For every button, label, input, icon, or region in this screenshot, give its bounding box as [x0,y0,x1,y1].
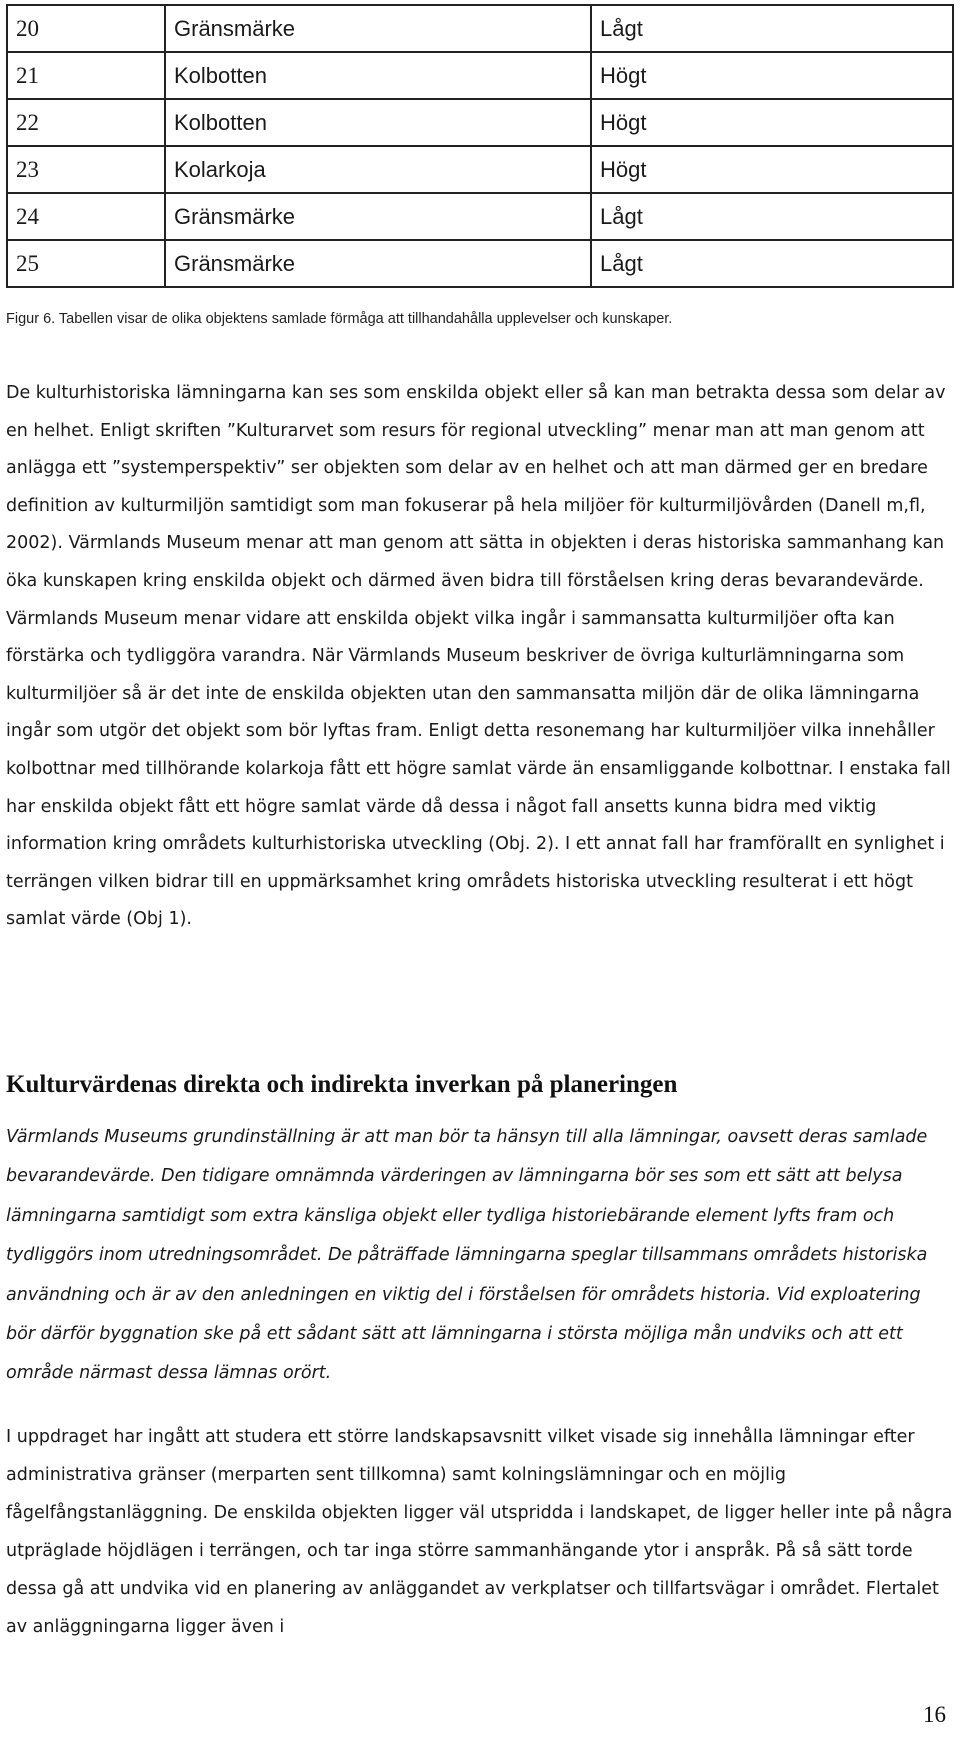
object-value: Högt [591,99,953,146]
table-row [7,146,953,193]
object-number: 25 [7,240,165,287]
object-type: Kolarkoja [165,146,591,193]
table-row [7,193,953,240]
object-type: Kolbotten [165,52,591,99]
body-paragraph: I uppdraget har ingått att studera ett större landskapsavsnitt vilket visade sig innehålla lämningar efter administrativa gränser (merparten sent tillkomna) samt kolningslämningar och en möjlig fågelfångstanläggning. De enskilda objekten ligger väl utspridda i landskapet, de ligger heller inte på några utpräglade höjdlägen i terrängen, och tar inga större sammanhängande ytor i anspråk. På så sätt torde dessa gå att undvika vid en planering av anläggandet av verkplatser och tillfartsvägar i området. Flertalet av anläggningarna ligger även i [6,1427,953,1637]
object-value: Lågt [591,5,953,52]
object-type: Gränsmärke [165,193,591,240]
object-number: 20 [7,5,165,52]
table-row [7,52,953,99]
object-value: Högt [591,146,953,193]
object-value: Lågt [591,193,953,240]
object-type: Gränsmärke [165,240,591,287]
object-number: 21 [7,52,165,99]
object-number: 24 [7,193,165,240]
table-row [7,5,953,52]
object-number: 23 [7,146,165,193]
italic-paragraph: Värmlands Museums grundinställning är att man bör ta hänsyn till alla lämningar, oavsett deras samlade bevarandevärde. Den tidigare omnämnda värderingen av lämningarna bör ses som ett sätt att belysa lämningarna samtidigt som extra känsliga objekt eller tydliga historiebärande element lyfts fram och tydliggörs inom utredningsområdet. De påträffade lämningarna speglar tillsammans områdets historiska användning och är av den anledningen en viktig del i förståelsen för områdets historia. Vid exploatering bör därför byggnation ske på ett sådant sätt att lämningarna i största möjliga mån undviks och att ett område närmast dessa lämnas orört. [6,1127,928,1384]
object-value: Högt [591,52,953,99]
object-value-table [6,4,954,288]
table-row [7,240,953,287]
object-type: Kolbotten [165,99,591,146]
object-number: 22 [7,99,165,146]
object-type: Gränsmärke [165,5,591,52]
table-row [7,99,953,146]
section-heading: Kulturvärdenas direkta och indirekta inverkan på planeringen [6,1071,678,1098]
object-value: Lågt [591,240,953,287]
figure-caption: Figur 6. Tabellen visar de olika objektens samlade förmåga att tillhandahålla upplevelser och kunskaper. [6,311,673,327]
body-paragraph: De kulturhistoriska lämningarna kan ses som enskilda objekt eller så kan man betrakta dessa som delar av en helhet. Enligt skriften ”Kulturarvet som resurs för regional utveckling” menar man att man genom att anlägga ett ”systemperspektiv” ser objekten som delar av en helhet och att man därmed ger en bredare definition av kulturmiljön samtidigt som man fokuserar på hela miljöer för kulturmiljövården (Danell m,fl, 2002). Värmlands Museum menar att man genom att sätta in objekten i deras historiska sammanhang kan öka kunskapen kring enskilda objekt och därmed även bidra till förståelsen kring deras bevarandevärde. Värmlands Museum menar vidare att enskilda objekt vilka ingår i sammansatta kulturmiljöer ofta kan förstärka och tydliggöra varandra. När Värmlands Museum beskriver de övriga kulturlämningarna som kulturmiljöer så är det inte de enskilda objekten utan den sammansatta miljön där de olika lämningarna ingår som utgör det objekt som bör lyftas fram. Enligt detta resonemang har kulturmiljöer vilka innehåller kolbottnar med tillhörande kolarkoja fått ett högre samlat värde än ensamliggande kolbottnar. I enstaka fall har enskilda objekt fått ett högre samlat värde då dessa i något fall ansetts kunna bidra med viktig information kring områdets kulturhistoriska utveckling (Obj. 2). I ett annat fall har framförallt en synlighet i terrängen vilken bidrar till en uppmärksamhet kring områdets historiska utveckling resulterat i ett högt samlat värde (Obj 1). [6,383,951,930]
page-number: 16 [923,1702,946,1727]
